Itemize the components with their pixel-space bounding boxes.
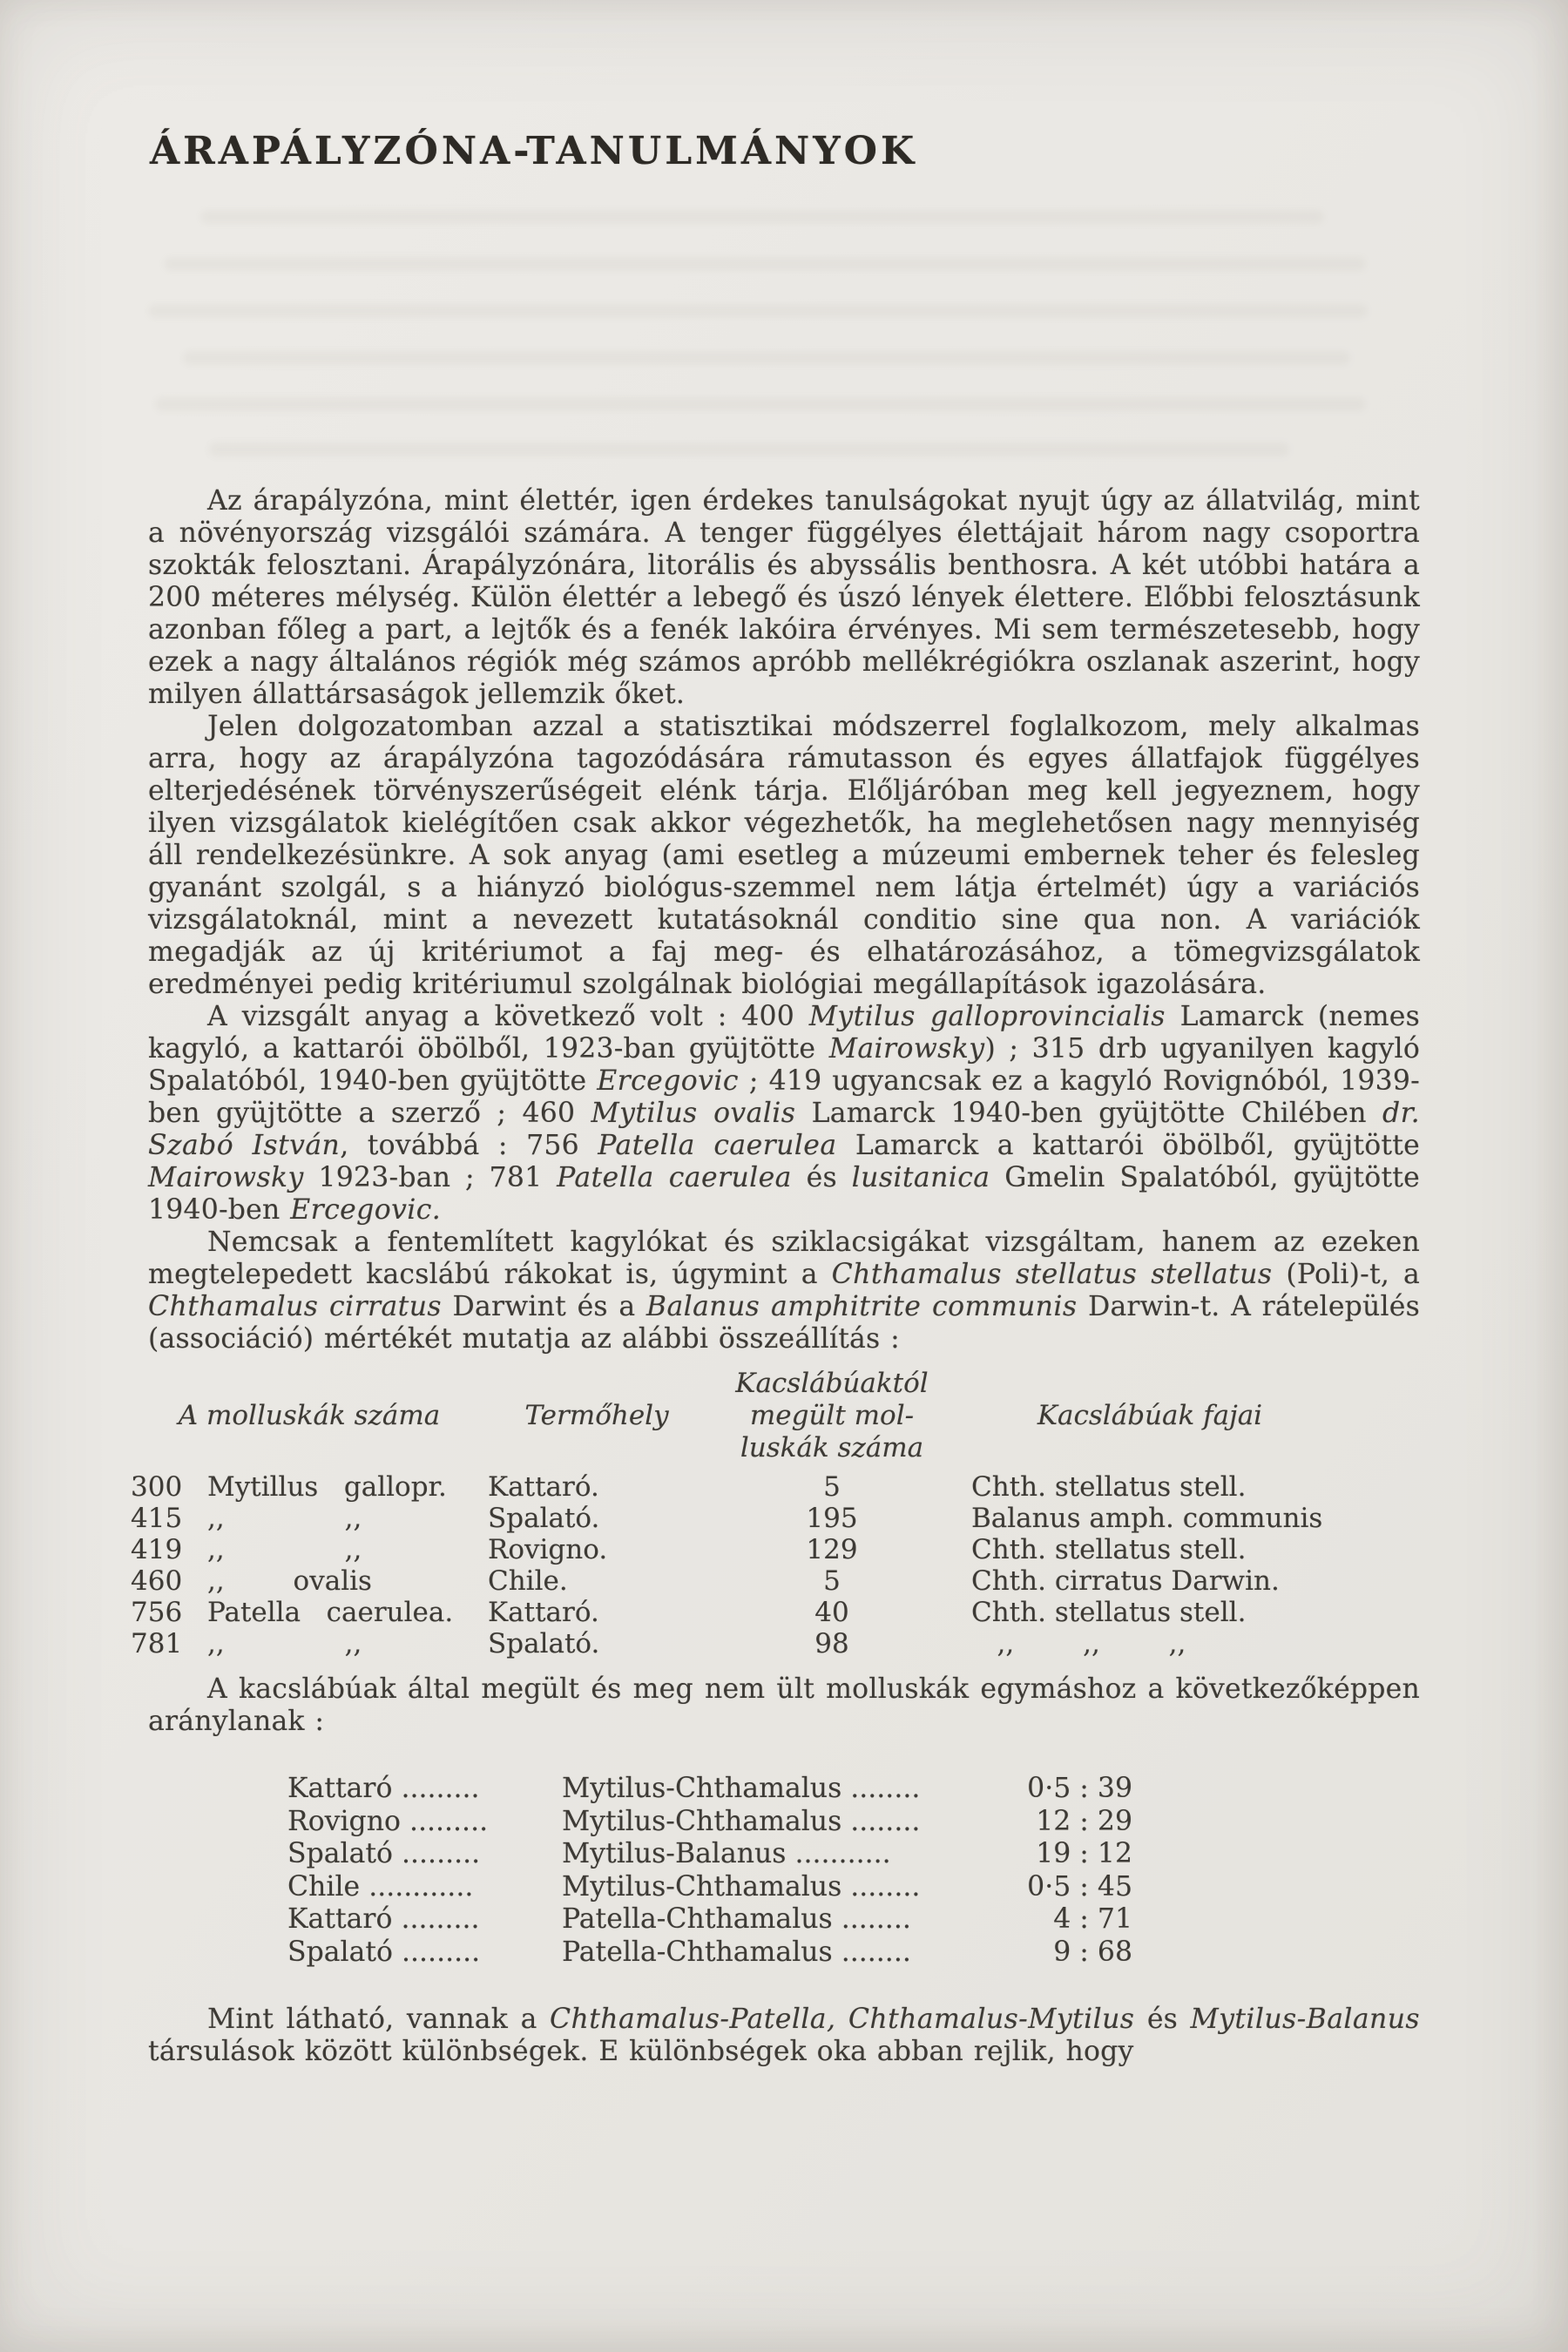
table-cell-count: 460 bbox=[131, 1565, 183, 1597]
table-cell-locality: Kattaró. bbox=[488, 1471, 599, 1503]
table-row bbox=[131, 1565, 1420, 1597]
table-cell-settled: 195 bbox=[806, 1503, 858, 1534]
table-cell-settled: 5 bbox=[823, 1565, 841, 1597]
species-name-italic: Chthamalus-Patella, bbox=[550, 2004, 836, 2035]
text-segment: , továbbá : 756 bbox=[340, 1130, 598, 1161]
species-name-italic: Mairowsky bbox=[828, 1033, 985, 1064]
species-name-italic: dr. Szabó István bbox=[148, 1098, 1420, 1161]
header-molluscs: A molluskák száma bbox=[178, 1400, 441, 1431]
ratio-pair: Mytilus-Balanus ........... bbox=[562, 1838, 891, 1869]
table-cell-name: Mytillus gallopr. bbox=[207, 1471, 447, 1503]
table-cell-count: 300 bbox=[131, 1471, 183, 1503]
association-table-body bbox=[131, 1471, 1420, 1659]
table-cell-settled: 129 bbox=[806, 1534, 858, 1565]
paragraph-method bbox=[148, 711, 1420, 1001]
ratio-ratio: 0·5 : 39 bbox=[1027, 1773, 1132, 1804]
table-row bbox=[131, 1503, 1420, 1534]
header-species: Kacslábúak fajai bbox=[1037, 1400, 1263, 1431]
ratio-ratio: 9 : 68 bbox=[1053, 1936, 1132, 1968]
ratio-place: Kattaró ......... bbox=[287, 1773, 480, 1804]
species-name-italic: Mairowsky bbox=[148, 1162, 304, 1193]
text-segment: és bbox=[791, 1162, 852, 1193]
text-segment: A vizsgált anyag a következő volt : 400 bbox=[207, 1001, 809, 1032]
species-name-italic: Chthamalus-Mytilus bbox=[848, 2004, 1135, 2035]
table-cell-species: Chth. stellatus stell. bbox=[971, 1471, 1247, 1503]
table-row bbox=[131, 1471, 1420, 1503]
ratio-place: Rovigno ......... bbox=[287, 1805, 489, 1837]
table-cell-name: Patella caerulea. bbox=[207, 1597, 454, 1628]
page-content bbox=[131, 0, 1421, 2068]
species-name-italic: Patella caerulea bbox=[557, 1162, 792, 1193]
ratio-pair: Patella-Chthamalus ........ bbox=[562, 1903, 911, 1935]
bleedthrough-smudge bbox=[209, 443, 1289, 456]
table-cell-name: ,, ,, bbox=[207, 1628, 362, 1659]
bleedthrough-smudge bbox=[155, 397, 1366, 411]
table-cell-species: Chth. cirratus Darwin. bbox=[971, 1565, 1280, 1597]
table-row bbox=[131, 1597, 1420, 1628]
page-title: ÁRAPÁLYZÓNA-TANULMÁNYOK bbox=[150, 129, 918, 173]
table-cell-count: 781 bbox=[131, 1628, 183, 1659]
ratio-row bbox=[287, 1871, 1420, 1904]
text-segment: Mint látható, vannak a bbox=[207, 2004, 551, 2035]
text-segment: Lamarck (nemes kagyló, a kattarói öbölből, 1923-ban gyüjtötte bbox=[148, 1001, 1420, 1064]
text-segment: Jelen dolgozatomban azzal a statisztikai módszerrel foglalkozom, mely alkalmas arra, hogy az árapályzóna tagozódására rámutasson és egyes állatfajok függélyes elterjedésének törvényszerűségeit elénk tárja. Előljáróban meg kell jegyeznem, hogy ilyen vizsgálatok kielégítően csak akkor végezhetők, ha meglehetősen nagy mennyiség áll rendelkezésünkre. A sok anyag (ami esetleg a múzeumi embernek teher és felesleg gyanánt szolgál, s a hiányzó biológus-szemmel nem látja értelmét) úgy a variációs vizsgálatoknál, mint a nevezett kutatásoknál conditio sine qua non. A variációk megadják az új kritériumot a faj meg- és elhatározásához, a tömegvizsgálatok eredményei pedig kritériumul szolgálnak biológiai megállapítások igazolására. bbox=[148, 711, 1420, 1000]
species-name-italic: Ercegovic. bbox=[290, 1194, 442, 1226]
table-cell-species: Chth. stellatus stell. bbox=[971, 1534, 1247, 1565]
bleedthrough-smudge bbox=[200, 210, 1324, 224]
table-cell-name: ,, ,, bbox=[207, 1503, 362, 1534]
text-segment: Lamarck 1940-ben gyüjtötte Chilében bbox=[795, 1098, 1383, 1129]
table-cell-count: 419 bbox=[131, 1534, 183, 1565]
text-segment: és bbox=[1134, 2004, 1191, 2035]
ratio-list bbox=[287, 1773, 1420, 1969]
table-cell-locality: Spalató. bbox=[488, 1628, 600, 1659]
ratio-place: Chile ............ bbox=[287, 1870, 474, 1903]
closing-wrap bbox=[148, 2004, 1420, 2068]
table-cell-locality: Chile. bbox=[488, 1565, 568, 1597]
text-segment: Darwin-t. A rátelepülés (associáció) mértékét mutatja az alábbi összeállítás : bbox=[148, 1291, 1420, 1355]
ratio-row bbox=[287, 1903, 1420, 1936]
table-cell-locality: Kattaró. bbox=[488, 1597, 599, 1628]
table-cell-locality: Rovigno. bbox=[488, 1534, 608, 1565]
text-segment: Az árapályzóna, mint élettér, igen érdekes tanulságokat nyujt úgy az állatvilág, mint a növényország vizsgálói számára. A tenger függélyes élettájait három nagy csoportra szokták felosztani. Árapályzónára, litorális és abyssális benthosra. A két utóbbi határa a 200 méteres mélység. Külön élettér a lebegő és úszó lények élettere. Előbbi felosztásunk azonban főleg a part, a lejtők és a fenék lakóira érvényes. Mi sem természetesebb, hogy ezek a nagy általános régiók még számos apróbb mellékrégiókra oszlanak aszerint, hogy milyen állattársaságok jellemzik őket. bbox=[148, 485, 1420, 710]
table-cell-count: 415 bbox=[131, 1503, 183, 1534]
species-name-italic: Patella caerulea bbox=[598, 1130, 837, 1161]
table-cell-settled: 98 bbox=[814, 1628, 849, 1659]
species-name-italic: Chthamalus cirratus bbox=[148, 1291, 442, 1322]
header-settled-line2: megült mol- bbox=[749, 1400, 915, 1431]
paragraph-intro bbox=[148, 485, 1420, 711]
table-row bbox=[131, 1628, 1420, 1659]
table-cell-name: ,, ovalis bbox=[207, 1565, 372, 1597]
table-cell-species: Chth. stellatus stell. bbox=[971, 1597, 1247, 1628]
text-segment: ) ; 315 drb ugyanilyen kagyló Spalatóból, 1940-ben gyüjtötte bbox=[148, 1033, 1420, 1097]
table-cell-count: 756 bbox=[131, 1597, 183, 1628]
ratio-row bbox=[287, 1773, 1420, 1806]
paragraph-material bbox=[148, 1001, 1420, 1227]
species-name-italic: Ercegovic bbox=[597, 1065, 739, 1097]
text-segment: 1923-ban ; 781 bbox=[303, 1162, 558, 1193]
text-segment: Nemcsak a fentemlített kagylókat és sziklacsigákat vizsgáltam, hanem az ezeken megtelepedett kacslábú rákokat is, úgymint a bbox=[148, 1227, 1420, 1290]
ratio-row bbox=[287, 1806, 1420, 1839]
table-cell-name: ,, ,, bbox=[207, 1534, 362, 1565]
ratio-ratio: 4 : 71 bbox=[1053, 1903, 1132, 1935]
bleedthrough-smudge bbox=[164, 257, 1366, 271]
ratio-place: Spalató ......... bbox=[287, 1838, 481, 1869]
text-segment bbox=[835, 2004, 848, 2035]
text-segment: (Poli)-t, a bbox=[1272, 1259, 1420, 1290]
table-row bbox=[131, 1534, 1420, 1565]
ratio-ratio: 0·5 : 45 bbox=[1027, 1870, 1132, 1903]
paragraph-barnacles bbox=[148, 1227, 1420, 1355]
ratio-pair: Patella-Chthamalus ........ bbox=[562, 1936, 911, 1968]
association-table-header bbox=[131, 1368, 1420, 1464]
ratio-row bbox=[287, 1838, 1420, 1871]
ratio-ratio: 19 : 12 bbox=[1036, 1838, 1132, 1869]
ratio-row bbox=[287, 1936, 1420, 1970]
text-segment: ; 419 ugyancsak ez a kagyló Rovignóból, 1939-ben gyüjtötte a szerző ; 460 bbox=[148, 1065, 1420, 1129]
bleedthrough-smudge bbox=[148, 304, 1368, 318]
ratio-ratio: 12 : 29 bbox=[1036, 1805, 1132, 1837]
text-segment: társulások között különbségek. E különbségek oka abban rejlik, hogy bbox=[148, 2036, 1134, 2067]
text-segment: A kacslábúak által megült és meg nem ült molluskák egymáshoz a következőképpen aránylanak : bbox=[148, 1673, 1420, 1737]
species-name-italic: Mytilus galloprovincialis bbox=[808, 1001, 1166, 1032]
paragraph-closing bbox=[148, 2004, 1420, 2068]
species-name-italic: lusitanica bbox=[851, 1162, 990, 1193]
text-segment: Lamarck a kattarói öbölből, gyüjtötte bbox=[836, 1130, 1420, 1161]
ratio-place: Kattaró ......... bbox=[287, 1903, 480, 1935]
species-name-italic: Balanus amphitrite communis bbox=[645, 1291, 1078, 1322]
ratio-pair: Mytilus-Chthamalus ........ bbox=[562, 1805, 921, 1837]
text-segment: Gmelin Spalatóból, gyüjtötte 1940-ben bbox=[148, 1162, 1421, 1226]
ratio-intro-wrap bbox=[148, 1673, 1420, 1738]
header-settled-line1: Kacslábúaktól bbox=[735, 1368, 929, 1399]
species-name-italic: Chthamalus stellatus stellatus bbox=[831, 1259, 1273, 1290]
table-cell-settled: 5 bbox=[823, 1471, 841, 1503]
table-cell-locality: Spalató. bbox=[488, 1503, 600, 1534]
ratio-place: Spalató ......... bbox=[287, 1936, 481, 1968]
text-segment: Darwint és a bbox=[441, 1291, 646, 1322]
table-cell-species: Balanus amph. communis bbox=[971, 1503, 1323, 1534]
table-cell-settled: 40 bbox=[814, 1597, 849, 1628]
paragraph-ratio-intro bbox=[148, 1673, 1420, 1738]
ratio-pair: Mytilus-Chthamalus ........ bbox=[562, 1870, 921, 1903]
ratio-pair: Mytilus-Chthamalus ........ bbox=[562, 1773, 921, 1804]
header-settled-line3: luskák száma bbox=[740, 1432, 924, 1463]
table-cell-species: ,, ,, ,, bbox=[971, 1628, 1186, 1659]
species-name-italic: Mytilus ovalis bbox=[591, 1098, 796, 1129]
header-locality: Termőhely bbox=[524, 1400, 669, 1431]
association-table bbox=[131, 1368, 1420, 1659]
bleedthrough-area bbox=[148, 173, 1420, 485]
bleedthrough-smudge bbox=[183, 351, 1350, 365]
header-settled bbox=[706, 1368, 958, 1464]
species-name-italic: Mytilus-Balanus bbox=[1190, 2004, 1420, 2035]
article-body bbox=[148, 485, 1420, 1355]
